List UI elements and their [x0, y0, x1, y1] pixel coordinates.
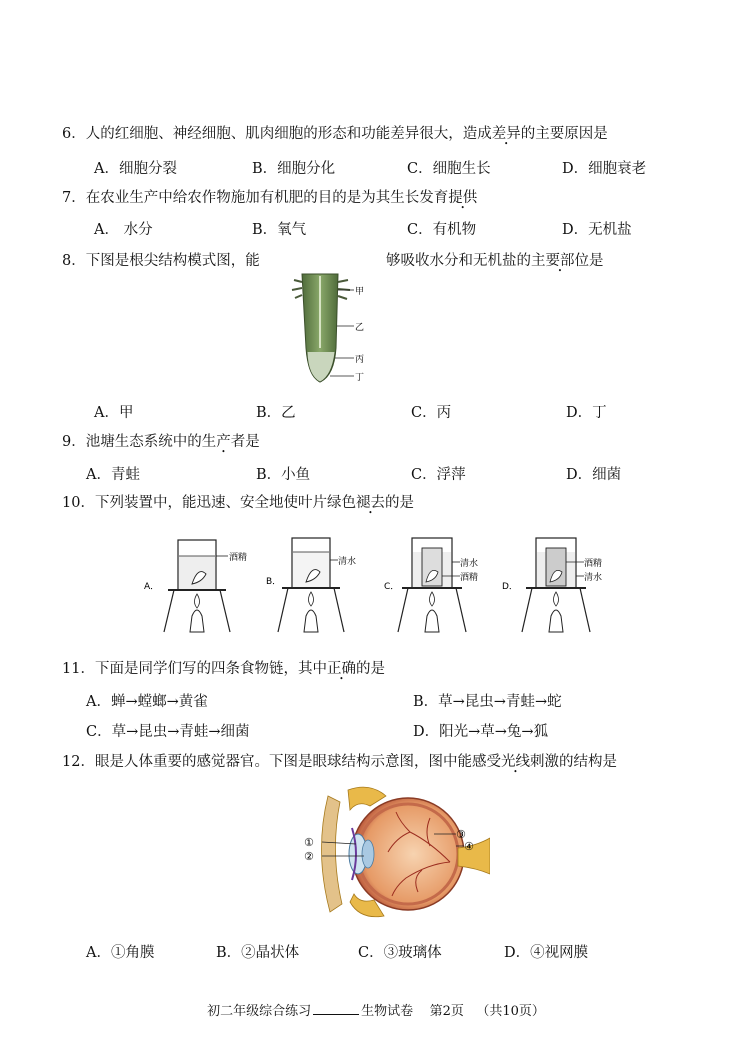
footer-grade: 初二年级综合练习	[207, 1004, 312, 1019]
option-12b: B．②晶状体	[216, 945, 300, 961]
option-11b: B．草→昆虫→青蛙→蛇	[413, 694, 562, 710]
page-footer	[0, 1000, 752, 1019]
apparatus-figure	[140, 532, 640, 638]
apparatus-c	[384, 538, 478, 632]
question-7-stem: 7．在农业生产中给农作物施加有机肥的目的是为其生长发育提供	[62, 190, 478, 206]
question-8-stem-cont: 够吸收水分和无机盐的主要部位是	[386, 253, 604, 269]
root-label-yi: 乙	[355, 323, 365, 333]
option-11a: A．蝉→螳螂→黄雀	[86, 694, 208, 710]
question-10-stem: 10．下列装置中，能迅速、安全地使叶片绿色褪去的是	[62, 495, 414, 511]
eye-label-4: ④	[464, 840, 474, 853]
footer-total: （共10页）	[476, 1004, 545, 1019]
option-6b: B．细胞分化	[252, 161, 336, 177]
eye-label-3: ③	[456, 828, 466, 841]
eye-label-2: ②	[304, 850, 314, 863]
question-12-stem: 12．眼是人体重要的感觉器官。下图是眼球结构示意图，图中能感受光线刺激 •的结构是	[62, 750, 617, 771]
apparatus-d-label2: 清水	[584, 573, 603, 583]
option-12d: D．④视网膜	[504, 945, 589, 961]
apparatus-b-label1: 清水	[338, 557, 357, 567]
question-9-stem: 9．池塘生态系统中的生产者是	[62, 434, 260, 450]
apparatus-d-label1: 酒精	[584, 559, 603, 569]
option-6d: D．细胞衰老	[562, 161, 647, 177]
option-6a: A．细胞分裂	[94, 161, 177, 177]
apparatus-c-label2: 酒精	[460, 573, 479, 583]
root-label-jia: 甲	[355, 287, 365, 297]
option-8d: D．丁	[566, 405, 607, 421]
option-7a: A． 水分	[94, 222, 153, 238]
option-9d: D．细菌	[566, 467, 622, 483]
emphasis-text: 主要部位	[531, 253, 589, 269]
apparatus-b	[266, 538, 356, 632]
option-8c: C．丙	[411, 405, 452, 421]
eye-figure	[300, 782, 490, 924]
footer-page: 第2页	[429, 1004, 464, 1019]
option-12a: A．①角膜	[86, 945, 155, 961]
footer-blank	[313, 1013, 359, 1015]
apparatus-a-label1: 酒精	[229, 553, 248, 563]
root-label-bing: 丙	[355, 355, 365, 365]
question-6-stem: 6．人的红细胞、神经细胞、肌肉细胞的形态和功能差异很大，造成差异的主要原因是	[62, 126, 608, 142]
apparatus-a-letter: A．	[144, 582, 160, 592]
option-7c: C．有机物	[407, 222, 477, 238]
option-6c: C．细胞生长	[407, 161, 491, 177]
option-9b: B．小鱼	[256, 467, 311, 483]
root-label-ding: 丁	[355, 373, 365, 383]
emphasis-text: 生产者	[201, 434, 246, 450]
option-9a: A．青蛙	[86, 467, 140, 483]
emphasis-text: 差异	[491, 126, 521, 142]
apparatus-d	[502, 538, 602, 632]
footer-subject: 生物试卷	[361, 1004, 414, 1019]
root-tip-figure	[290, 268, 380, 388]
question-11-stem: 11．下面是同学们写的四条食物链，其中正确的是	[62, 661, 385, 677]
apparatus-b-letter: B．	[266, 577, 282, 587]
option-8a: A．甲	[94, 405, 134, 421]
option-8b: B．乙	[256, 405, 296, 421]
emphasis-text: 提供	[448, 190, 478, 206]
question-8-stem: 8．下图是根尖结构模式图，能	[62, 253, 260, 269]
option-7b: B．氧气	[252, 222, 307, 238]
apparatus-a	[144, 540, 247, 632]
option-12c: C．③玻璃体	[358, 945, 442, 961]
option-11c: C．草→昆虫→青蛙→细菌	[86, 724, 250, 740]
apparatus-c-label1: 清水	[460, 559, 479, 569]
emphasis-text: 感受光线刺激 •	[472, 754, 559, 770]
apparatus-d-letter: D．	[502, 582, 518, 592]
option-9c: C．浮萍	[411, 467, 466, 483]
option-11d: D．阳光→草→兔→狐	[413, 724, 549, 740]
emphasis-text: 正确	[326, 661, 356, 677]
apparatus-c-letter: C．	[384, 582, 400, 592]
emphasis-text: 褪去	[355, 495, 385, 511]
eye-label-1: ①	[304, 836, 314, 849]
option-7d: D．无机盐	[562, 222, 632, 238]
